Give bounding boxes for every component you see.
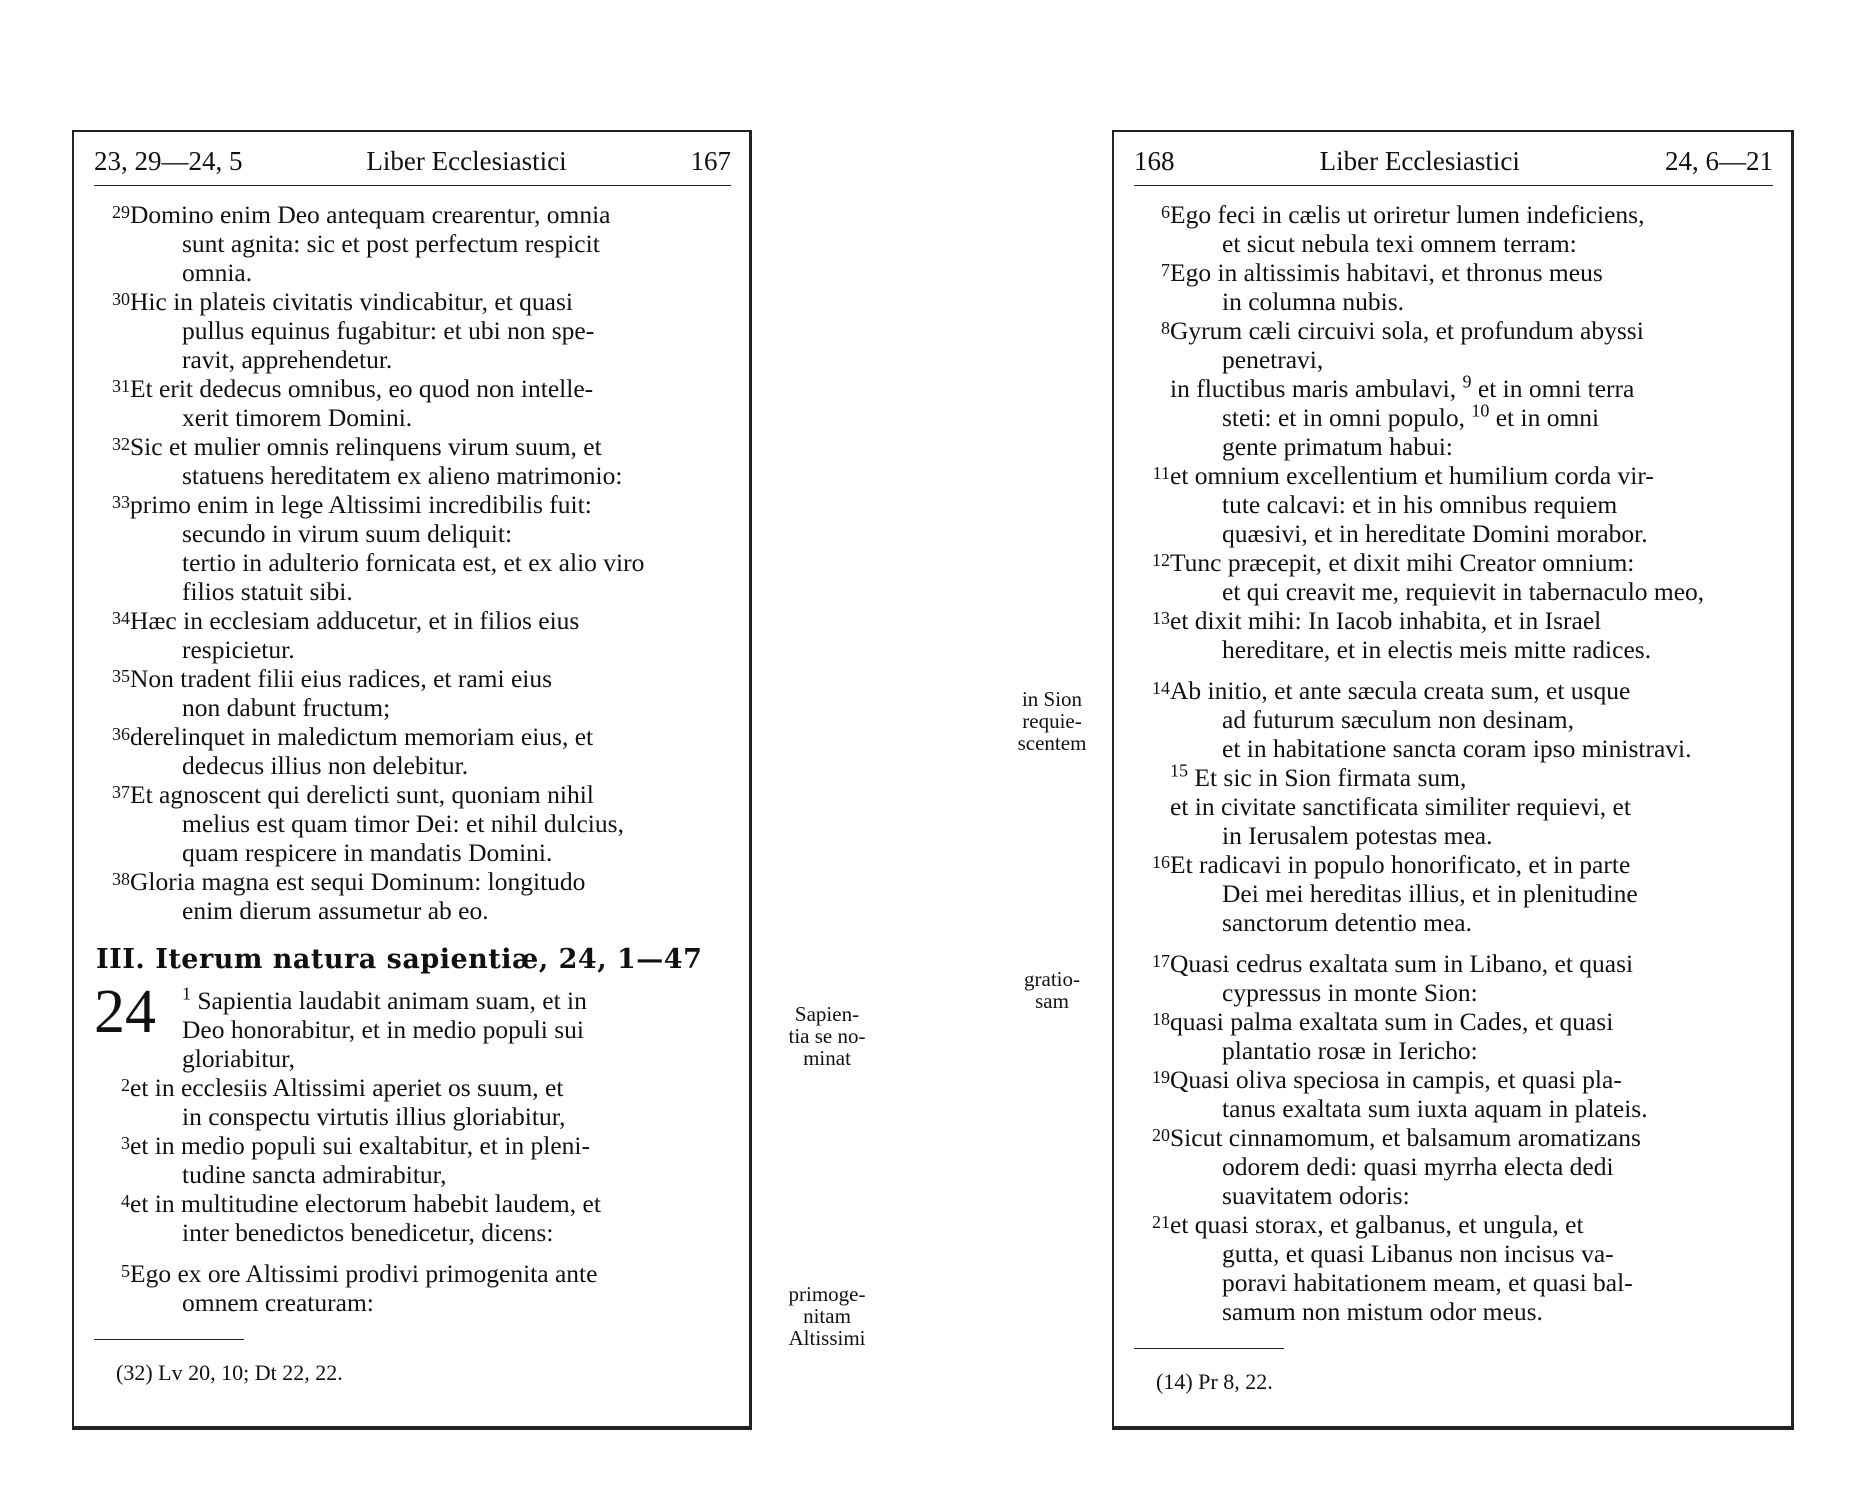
verse-line: et qui creavit me, requievit in tabernaculo meo, — [1222, 577, 1705, 606]
verse-line: et in medio populi sui exaltabitur, et in pleni- — [130, 1131, 591, 1160]
verse-line: et dixit mihi: In Iacob inhabita, et in Israel — [1170, 606, 1602, 635]
verse-line: et in civitate sanctificata similiter requievi, et — [1170, 792, 1631, 821]
verse-line: et in ecclesiis Altissimi aperiet os suum, et — [130, 1073, 564, 1102]
verse-number: 2 — [121, 1075, 130, 1095]
verse-number: 9 — [1462, 371, 1472, 392]
verse-line: penetravi, — [1222, 345, 1324, 374]
verse — [1134, 606, 1773, 664]
verse-number: 20 — [1152, 1125, 1170, 1145]
verse-number: 17 — [1152, 951, 1170, 971]
verse-number: 35 — [112, 666, 130, 686]
verse-number: 13 — [1152, 608, 1170, 628]
margin-note-line: requie- — [1022, 709, 1082, 733]
verse-line: Domino enim Deo antequam crearentur, omnia — [130, 200, 611, 229]
left-verses-block-3 — [94, 1259, 731, 1317]
verse-line: gente primatum habui: — [1222, 432, 1453, 461]
right-header-title: Liber Ecclesiastici — [1319, 146, 1520, 176]
verse-number: 15 — [1170, 760, 1188, 781]
verse-line: ravit, apprehendetur. — [182, 345, 393, 374]
verse-number: 16 — [1152, 852, 1170, 872]
verse-line: statuens hereditatem ex alieno matrimonio: — [182, 461, 623, 490]
verse-number: 37 — [112, 782, 130, 802]
margin-note-line: minat — [803, 1046, 851, 1070]
footnote-divider — [1134, 1348, 1284, 1349]
verse-line: derelinquet in maledictum memoriam eius, et — [130, 722, 594, 751]
verse-line: quam respicere in mandatis Domini. — [182, 838, 553, 867]
verse — [1134, 1007, 1773, 1065]
verse-line: et sicut nebula texi omnem terram: — [1222, 229, 1577, 258]
left-header-title: Liber Ecclesiastici — [366, 146, 567, 176]
verse-line: pullus equinus fugabitur: et ubi non spe- — [182, 316, 595, 345]
verse — [94, 664, 731, 722]
verse — [1134, 760, 1773, 850]
verse-line: poravi habitationem meam, et quasi bal- — [1222, 1268, 1633, 1297]
verse-number: 18 — [1152, 1009, 1170, 1029]
verse — [94, 1131, 731, 1189]
verse-line — [182, 983, 587, 1015]
left-page-body — [94, 200, 731, 1387]
verse-line: quæsivi, et in hereditate Domini morabor. — [1222, 519, 1648, 548]
verse — [1134, 316, 1773, 374]
margin-note-in-sion — [997, 688, 1107, 754]
verse-line: tute calcavi: et in his omnibus requiem — [1222, 490, 1618, 519]
verse — [1134, 258, 1773, 316]
verse-line: Ab initio, et ante sæcula creata sum, et usque — [1170, 676, 1631, 705]
verse-line: plantatio rosæ in Iericho: — [1222, 1036, 1478, 1065]
chapter-opening — [94, 978, 731, 1073]
verse-line: Hæc in ecclesiam adducetur, et in filios eius — [130, 606, 580, 635]
verse-line: Sic et mulier omnis relinquens virum suum, et — [130, 432, 602, 461]
verse-line: gutta, et quasi Libanus non incisus va- — [1222, 1239, 1614, 1268]
verse-line: omnia. — [182, 258, 253, 287]
verse-number: 5 — [121, 1261, 130, 1281]
verse-line: inter benedictos benedicetur, dicens: — [182, 1218, 554, 1247]
verse-number: 1 — [182, 983, 191, 1004]
verse-line: tudine sancta admirabitur, — [182, 1160, 447, 1189]
verse-line: odorem dedi: quasi myrrha electa dedi — [1222, 1152, 1614, 1181]
verse-number: 4 — [121, 1191, 130, 1211]
verse-line: Ego in altissimis habitavi, et thronus meus — [1170, 258, 1603, 287]
verse-number: 11 — [1152, 463, 1170, 483]
verse-line: non dabunt fructum; — [182, 693, 391, 722]
margin-note-line: tia se no- — [788, 1024, 866, 1048]
left-header-page-number: 167 — [690, 146, 731, 176]
verse — [94, 1189, 731, 1247]
verse-line: xerit timorem Domini. — [182, 403, 413, 432]
verse-line: filios statuit sibi. — [182, 577, 353, 606]
verse-line: Deo honorabitur, et in medio populi sui — [182, 1015, 584, 1044]
right-verses-block-2 — [1134, 461, 1773, 664]
margin-note-line: Altissimi — [788, 1326, 866, 1350]
verse-line: primo enim in lege Altissimi incredibilis fuit: — [130, 490, 592, 519]
footnote-divider — [94, 1339, 244, 1340]
verse-line: Quasi cedrus exaltata sum in Libano, et quasi — [1170, 949, 1634, 978]
verse-line: et quasi storax, et galbanus, et ungula, et — [1170, 1210, 1584, 1239]
verse — [1134, 1065, 1773, 1123]
verse-line: Quasi oliva speciosa in campis, et quasi pla- — [1170, 1065, 1622, 1094]
verse-line: Ego ex ore Altissimi prodivi primogenita ante — [130, 1259, 598, 1288]
verse-number: 33 — [112, 492, 130, 512]
margin-note-line: nitam — [803, 1304, 851, 1328]
verse-line: tertio in adulterio fornicata est, et ex alio viro — [182, 548, 645, 577]
margin-note-line: Sapien- — [794, 1002, 860, 1026]
verse — [1134, 548, 1773, 606]
verse-number: 21 — [1152, 1212, 1170, 1232]
verse-line: steti: et in omni populo, $^{10}$ et in omni — [1222, 400, 1600, 432]
verse-line: et in habitatione sancta coram ipso ministravi. — [1222, 734, 1692, 763]
right-verses-block-3 — [1134, 676, 1773, 763]
verse — [1134, 461, 1773, 548]
right-header-ref: 24, 6—21 — [1665, 146, 1773, 176]
verse-number: 10 — [1471, 400, 1490, 421]
verse — [1134, 1210, 1773, 1326]
verse-line: Tunc præcepit, et dixit mihi Creator omnium: — [1170, 548, 1635, 577]
margin-note-line: sam — [1035, 989, 1069, 1013]
verse — [94, 722, 731, 780]
verse-number: 32 — [112, 434, 130, 454]
verse-line: Sicut cinnamomum, et balsamum aromatizans — [1170, 1123, 1641, 1152]
left-header-ref: 23, 29—24, 5 — [94, 146, 243, 176]
left-page-header — [94, 146, 731, 186]
verse — [94, 374, 731, 432]
margin-note-line: gratio- — [1024, 967, 1080, 991]
verse-number: 29 — [112, 202, 130, 222]
verse-number: 7 — [1161, 260, 1170, 280]
verse-line: hereditare, et in electis meis mitte radices. — [1222, 635, 1652, 664]
left-footnote: (32) Lv 20, 10; Dt 22, 22. — [116, 1360, 343, 1385]
verse-number: 12 — [1152, 550, 1170, 570]
left-verses-block-2 — [94, 1073, 731, 1247]
left-verses-block-1 — [94, 200, 731, 925]
right-footnote: (14) Pr 8, 22. — [1156, 1369, 1273, 1394]
verse-line: $^{15}$ Et sic in Sion firmata sum, — [1170, 760, 1467, 792]
verse-line: Gloria magna est sequi Dominum: longitudo — [130, 867, 586, 896]
verse-line: tanus exaltata sum iuxta aquam in plateis. — [1222, 1094, 1648, 1123]
margin-note-line: scentem — [1017, 731, 1087, 755]
verse-number: 30 — [112, 289, 130, 309]
section-title: III. Iterum natura sapientiæ, 24, 1—47 — [96, 944, 703, 975]
verse-line: in columna nubis. — [1222, 287, 1405, 316]
margin-note-sapientia — [772, 1003, 882, 1069]
verse-line: Ego feci in cælis ut oriretur lumen indeficiens, — [1170, 200, 1645, 229]
right-page — [1112, 130, 1794, 1430]
verse — [1134, 676, 1773, 763]
verse-number: 34 — [112, 608, 130, 628]
verse-text: Sapientia laudabit animam suam, et in — [197, 986, 587, 1015]
verse — [94, 606, 731, 664]
verse-line: in Ierusalem potestas mea. — [1222, 821, 1493, 850]
verse — [1134, 200, 1773, 258]
right-verses-block-4 — [1134, 850, 1773, 937]
verse-line: Hic in plateis civitatis vindicabitur, et quasi — [130, 287, 574, 316]
verse — [94, 867, 731, 925]
verse-line: Et agnoscent qui derelicti sunt, quoniam nihil — [130, 780, 594, 809]
verse — [94, 200, 731, 287]
verse-number: 8 — [1161, 318, 1170, 338]
verse-line: Dei mei hereditas illius, et in plenitudine — [1222, 879, 1638, 908]
verse-line: sanctorum detentio mea. — [1222, 908, 1472, 937]
verse — [94, 432, 731, 490]
verse-line: sunt agnita: sic et post perfectum respicit — [182, 229, 600, 258]
right-verses-block-1 — [1134, 200, 1773, 374]
verse-number: 38 — [112, 869, 130, 889]
verse-line: et in multitudine electorum habebit laudem, et — [130, 1189, 601, 1218]
chapter-number: 24 — [94, 978, 156, 1046]
verse-line: omnem creaturam: — [182, 1288, 374, 1317]
margin-note-line: in Sion — [1021, 687, 1083, 711]
verse-line: suavitatem odoris: — [1222, 1181, 1410, 1210]
right-header-page-number: 168 — [1134, 146, 1175, 176]
margin-note-gratiosam — [997, 968, 1107, 1012]
verse-line: dedecus illius non delebitur. — [182, 751, 469, 780]
verse — [94, 490, 731, 606]
verse — [1134, 949, 1773, 1007]
margin-note-primogenitam — [772, 1283, 882, 1349]
right-page-body — [1134, 200, 1773, 1396]
verse-line: et omnium excellentium et humilium corda vir- — [1170, 461, 1654, 490]
verse-line: cypressus in monte Sion: — [1222, 978, 1478, 1007]
right-verses-block-5 — [1134, 949, 1773, 1326]
verse-line: respicietur. — [182, 635, 295, 664]
verse — [1134, 850, 1773, 937]
verse-line: Non tradent filii eius radices, et rami eius — [130, 664, 553, 693]
verse-line: in conspectu virtutis illius gloriabitur, — [182, 1102, 566, 1131]
verse-number: 31 — [112, 376, 130, 396]
verse-number: 14 — [1152, 678, 1170, 698]
verse — [1134, 1123, 1773, 1210]
verse-number: 19 — [1152, 1067, 1170, 1087]
verse-line: melius est quam timor Dei: et nihil dulcius, — [182, 809, 624, 838]
verse-line: quasi palma exaltata sum in Cades, et quasi — [1170, 1007, 1614, 1036]
margin-note-line: primoge- — [788, 1282, 866, 1306]
verse-number: 3 — [121, 1133, 130, 1153]
verse-line: in fluctibus maris ambulavi, $^9$ et in omni terra — [1170, 371, 1635, 403]
verse — [1134, 371, 1773, 461]
verse-number: 6 — [1161, 202, 1170, 222]
left-page — [72, 130, 752, 1430]
verse-number: 36 — [112, 724, 130, 744]
verse-line: Gyrum cæli circuivi sola, et profundum abyssi — [1170, 316, 1644, 345]
verse-line: Et erit dedecus omnibus, eo quod non intelle- — [130, 374, 594, 403]
verse — [94, 1259, 731, 1317]
verse — [94, 287, 731, 374]
right-page-header — [1134, 146, 1773, 186]
verse — [94, 1073, 731, 1131]
verse-line: Et radicavi in populo honorificato, et in parte — [1170, 850, 1631, 879]
verse-line: enim dierum assumetur ab eo. — [182, 896, 489, 925]
verse-line: secundo in virum suum deliquit: — [182, 519, 513, 548]
verse-line: ad futurum sæculum non desinam, — [1222, 705, 1574, 734]
verse-line: gloriabitur, — [182, 1044, 295, 1073]
verse — [94, 780, 731, 867]
verse-line: samum non mistum odor meus. — [1222, 1297, 1543, 1326]
